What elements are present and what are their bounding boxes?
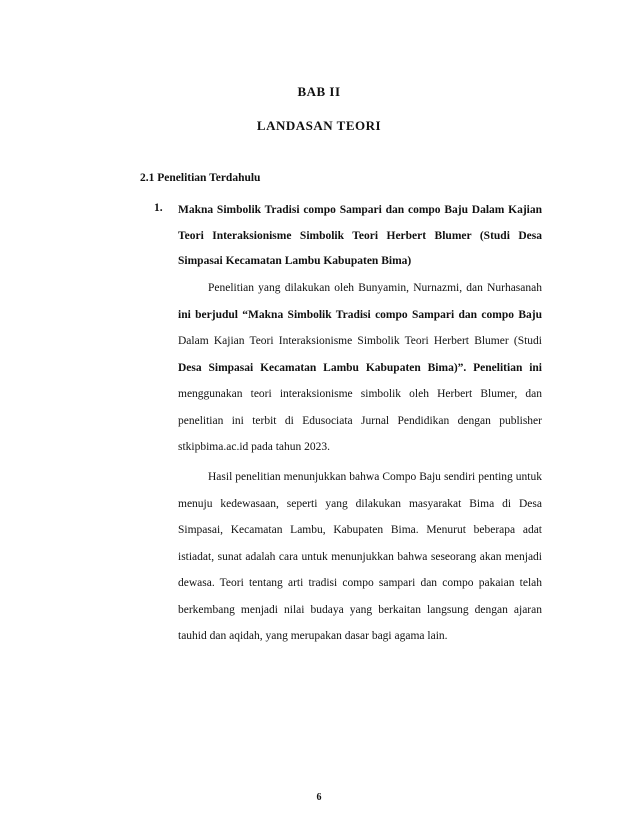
list-item-number: 1. xyxy=(154,202,163,214)
paragraph-2 xyxy=(178,464,542,650)
paragraph-1-part-1: Penelitian yang dilakukan oleh Bunyamin, Nurnazmi, dan Nurhasanah xyxy=(208,282,542,294)
page-number: 6 xyxy=(316,792,322,803)
section-heading: 2.1 Penelitian Terdahulu xyxy=(140,172,261,184)
chapter-number: BAB II xyxy=(297,84,341,99)
paragraph-2-text: Hasil penelitian menunjukkan bahwa Compo Baju sendiri penting untuk menuju kedewasaan, seperti yang dilakukan masyarakat Bima di Desa Simpasai, Kecamatan Lambu, Kabupaten Bima. Menurut beberapa adat istiadat, sunat adalah cara untuk menunjukkan bahwa seseorang akan menjadi dewasa. Teori tentang arti tradisi compo sampari dan compo pakaian telah berkembang menjadi nilai budaya yang berkaitan langsung dengan ajaran tauhid dan aqidah, yang merupakan dasar bagi agama lain. xyxy=(178,471,542,642)
list-item-title: Makna Simbolik Tradisi compo Sampari dan compo Baju Dalam Kajian Teori Interaksionisme Simbolik Teori Herbert Blumer (Studi Desa Simpasai Kecamatan Lambu Kabupaten Bima) xyxy=(178,204,542,267)
paragraph-1-part-3: Dalam Kajian Teori Interaksionisme Simbolik Teori Herbert Blumer (Studi xyxy=(178,335,542,347)
paragraph-1 xyxy=(178,275,542,461)
paragraph-1-bold-title-1: ini berjudul “Makna Simbolik Tradisi compo Sampari dan compo Baju xyxy=(178,308,542,321)
chapter-title: LANDASAN TEORI xyxy=(256,118,382,133)
paragraph-1-part-5: menggunakan teori interaksionisme simbolik oleh Herbert Blumer, dan penelitian ini terbit di Edusociata Jurnal Pendidikan dengan publisher stkipbima.ac.id pada tahun 2023. xyxy=(178,388,542,453)
paragraph-1-bold-title-2: Desa Simpasai Kecamatan Lambu Kabupaten Bima)”. Penelitian ini xyxy=(178,361,542,374)
